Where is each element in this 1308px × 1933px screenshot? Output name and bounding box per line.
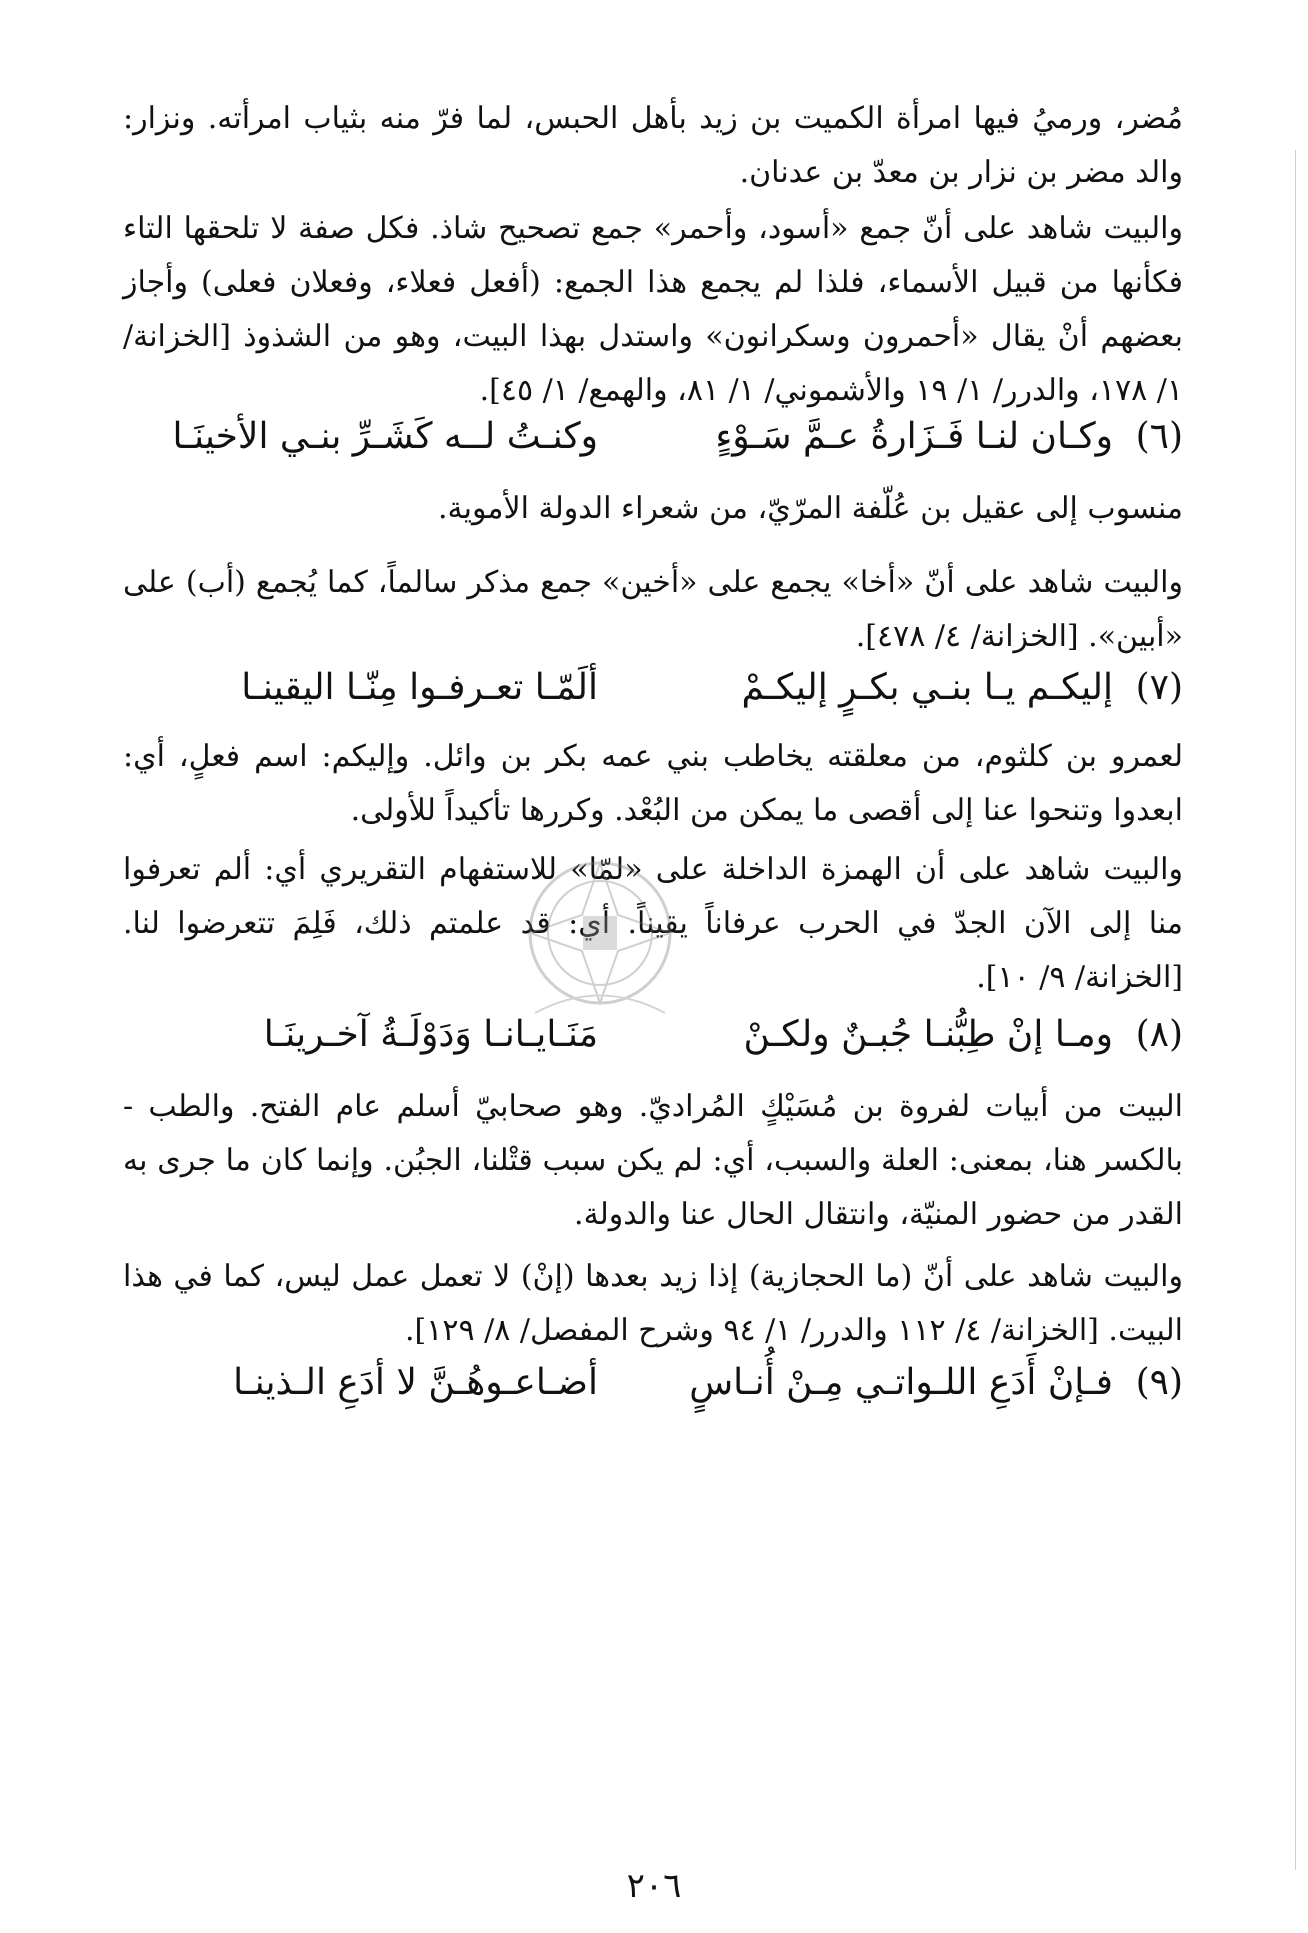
paragraph-text: والبيت شاهد على أنّ «أخا» يجمع على «أخين» جمع مذكر سالماً، كما يُجمع (أب) على «أبين». [الخزانة/ ٤/ ٤٧٨]. — [123, 565, 1183, 654]
paragraph-text: مُضر، ورميُ فيها امرأة الكميت بن زيد بأهل الحبس، لما فرّ منه بثياب امرأته. ونزار: والد مضر بن نزار بن معدّ بن عدنان. — [123, 101, 1183, 190]
paragraph-text: والبيت شاهد على أنّ جمع «أسود، وأحمر» جمع تصحيح شاذ. فكل صفة لا تلحقها التاء فكأنها من قبيل الأسماء، فلذا لم يجمع هذا الجمع: (أفعل فعلاء، وفعلان فعلى) وأجاز بعضهم أنْ يقال «أحمرون وسكرانون» واستدل بهذا البيت، وهو من الشذوذ [الخزانة/ ١/ ١٧٨، والدرر/ ١/ ١٩ والأشموني/ ١/ ٨١، والهمع/ ١/ ٤٥]. — [123, 211, 1183, 408]
verse-first-hemistich: وكـان لنـا فَـزَارةُ عـمَّ سَـوْءٍ — [715, 416, 1113, 457]
paragraph-3 — [123, 482, 1183, 536]
verse-first-hemistich: إليكـم يـا بنـي بكـرٍ إليكـمْ — [741, 667, 1113, 708]
verse-number: (٨) — [1135, 1014, 1183, 1055]
paragraph-text: والبيت شاهد على أن الهمزة الداخلة على «لمّا» للاستفهام التقريري أي: ألم تعرفوا منا إلى الآن الجدّ في الحرب عرفاناً يقيناً. أي: قد علمتم ذلك، فَلِمَ تتعرضوا لنا. [الخزانة/ ٩/ ١٠]. — [123, 852, 1183, 995]
paragraph-1 — [123, 92, 1183, 200]
verse-number: (٧) — [1135, 667, 1183, 708]
paragraph-5 — [123, 730, 1183, 838]
verse-7 — [123, 663, 1183, 713]
verse-second-hemistich: أضـاعـوهُـنَّ لا أدَعِ الـذينـا — [233, 1362, 598, 1403]
paragraph-4 — [123, 556, 1183, 664]
page-edge-line — [1295, 150, 1296, 1870]
paragraph-text: والبيت شاهد على أنّ (ما الحجازية) إذا زيد بعدها (إنْ) لا تعمل عمل ليس، كما في هذا البيت. [الخزانة/ ٤/ ١١٢ والدرر/ ١/ ٩٤ وشرح المفصل/ ٨/ ١٢٩]. — [123, 1259, 1183, 1348]
verse-second-hemistich: وكنـتُ لــه كَشَـرِّ بنـي الأخينَـا — [172, 416, 598, 457]
verse-9 — [123, 1358, 1183, 1408]
paragraph-text: لعمرو بن كلثوم، من معلقته يخاطب بني عمه بكر بن وائل. وإليكم: اسم فعلٍ، أي: ابعدوا وتنحوا عنا إلى أقصى ما يمكن من البُعْد. وكررها تأكيداً للأولى. — [123, 739, 1183, 828]
paragraph-text: منسوب إلى عقيل بن عُلّفة المرّيّ، من شعراء الدولة الأموية. — [437, 491, 1183, 526]
verse-first-hemistich: ومـا إنْ طِبُّنـا جُبـنٌ ولكـنْ — [743, 1014, 1113, 1055]
verse-number: (٩) — [1135, 1362, 1183, 1403]
page-number: ٢٠٦ — [626, 1866, 682, 1906]
seal-logo-icon — [495, 828, 705, 1038]
verse-second-hemistich: ألَمّـا تعـرفـوا مِنّـا اليقينـا — [241, 667, 598, 708]
verse-6 — [123, 412, 1183, 462]
paragraph-8 — [123, 1250, 1183, 1358]
paragraph-text: البيت من أبيات لفروة بن مُسَيْكٍ المُراديّ. وهو صحابيّ أسلم عام الفتح. والطب - بالكسر هنا، بمعنى: العلة والسبب، أي: لم يكن سبب قتْلنا، الجبُن. وإنما كان ما جرى به القدر من حضور المنيّة، وانتقال الحال عنا والدولة. — [123, 1089, 1183, 1232]
paragraph-2 — [123, 202, 1183, 418]
verse-first-hemistich: فـإنْ أَدَعِ اللـواتـي مِـنْ أُنـاسٍ — [689, 1362, 1113, 1403]
verse-second-hemistich: مَنَـايـانـا وَدَوْلَـةُ آخـرينَـا — [263, 1014, 598, 1055]
paragraph-7 — [123, 1080, 1183, 1242]
verse-number: (٦) — [1135, 416, 1183, 457]
